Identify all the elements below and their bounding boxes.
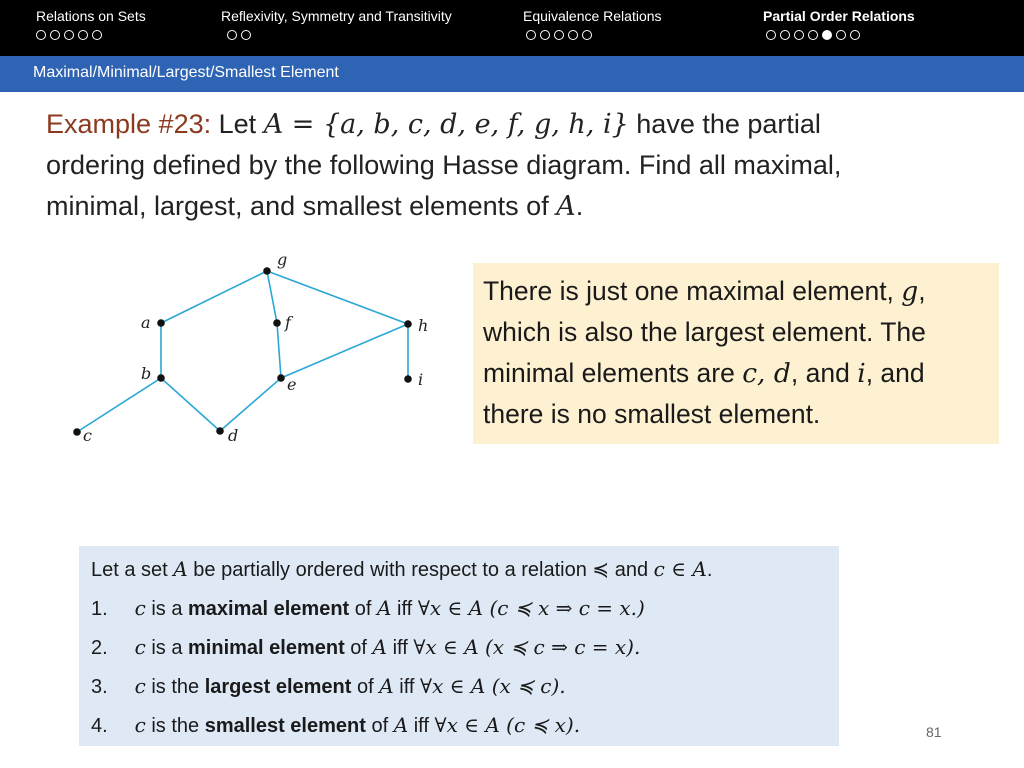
definition-term: smallest element xyxy=(204,715,366,737)
hasse-edge-e-d xyxy=(220,378,281,431)
nav-dot[interactable] xyxy=(780,30,790,40)
definition-text: iff xyxy=(413,715,429,737)
definition-math: A xyxy=(173,557,188,581)
hasse-edge-g-f xyxy=(267,271,277,323)
definition-text: and xyxy=(614,559,649,581)
nav-dot[interactable] xyxy=(241,30,251,40)
hasse-diagram xyxy=(60,245,440,455)
hasse-node-label-i: i xyxy=(418,370,424,389)
definition-text: is a xyxy=(151,598,183,620)
nav-section-dots xyxy=(766,30,860,40)
hasse-node-h xyxy=(404,320,412,328)
nav-section-dots xyxy=(526,30,592,40)
definition-condition: ∀x ∈ A (c ≼ x). xyxy=(434,713,581,737)
hasse-edge-b-c xyxy=(77,378,161,432)
nav-dot[interactable] xyxy=(766,30,776,40)
definition-text: of xyxy=(357,676,374,698)
nav-dot[interactable] xyxy=(568,30,578,40)
definition-text: iff xyxy=(392,637,408,659)
hasse-edge-h-e xyxy=(281,324,408,378)
hasse-node-f xyxy=(273,319,281,327)
top-navigation-bar xyxy=(0,0,1024,56)
set-name: A xyxy=(556,191,576,222)
answer-text: , which is also the largest element. The minimal elements are xyxy=(483,276,926,388)
hasse-edges xyxy=(77,271,408,432)
definition-intro xyxy=(91,554,827,593)
problem-text: Let xyxy=(218,109,257,139)
nav-dot[interactable] xyxy=(526,30,536,40)
definition-math: c xyxy=(134,713,146,737)
nav-dot[interactable] xyxy=(78,30,88,40)
definition-math: c xyxy=(134,635,146,659)
hasse-node-c xyxy=(73,428,81,436)
nav-dot[interactable] xyxy=(540,30,550,40)
hasse-node-label-a: a xyxy=(141,313,151,332)
item-number: 1. xyxy=(91,598,108,620)
definition-text: of xyxy=(371,715,389,737)
definition-item xyxy=(91,593,827,632)
nav-dot[interactable] xyxy=(850,30,860,40)
answer-box xyxy=(473,263,999,444)
definition-condition: ∀x ∈ A (x ≼ c). xyxy=(420,674,566,698)
nav-dot[interactable] xyxy=(50,30,60,40)
hasse-node-a xyxy=(157,319,165,327)
hasse-node-b xyxy=(157,374,165,382)
nav-dot[interactable] xyxy=(554,30,564,40)
hasse-node-d xyxy=(216,427,224,435)
hasse-node-e xyxy=(277,374,285,382)
subsection-bar xyxy=(0,56,1024,92)
nav-dot[interactable] xyxy=(36,30,46,40)
definition-condition: ∀x ∈ A (x ≼ c ⇒ c = x). xyxy=(413,635,641,659)
definition-text: is the xyxy=(151,715,200,737)
definition-text: of xyxy=(350,637,367,659)
definition-text: Let a set xyxy=(91,559,168,581)
definition-condition: ∀x ∈ A (c ≼ x ⇒ c = x.) xyxy=(417,596,645,620)
nav-section-title[interactable]: Relations on Sets xyxy=(36,8,146,24)
nav-dot[interactable] xyxy=(836,30,846,40)
hasse-node-label-c: c xyxy=(83,426,92,445)
answer-element: i xyxy=(857,358,866,389)
definition-item xyxy=(91,632,827,671)
hasse-node-label-h: h xyxy=(418,316,429,335)
item-number: 3. xyxy=(91,676,108,698)
definition-term: minimal element xyxy=(188,637,345,659)
hasse-edge-b-d xyxy=(161,378,220,431)
example-label: Example #23: xyxy=(46,109,212,139)
item-number: 4. xyxy=(91,715,108,737)
hasse-node-label-e: e xyxy=(287,375,297,394)
hasse-node-label-d: d xyxy=(228,426,239,445)
definition-math: A xyxy=(372,635,387,659)
subsection-title: Maximal/Minimal/Largest/Smallest Element xyxy=(33,64,339,81)
answer-element: g xyxy=(901,276,919,307)
definition-text: of xyxy=(354,598,372,620)
problem-statement xyxy=(46,104,926,227)
hasse-node-i xyxy=(404,375,412,383)
definition-item xyxy=(91,671,827,710)
hasse-edge-f-e xyxy=(277,323,281,378)
definition-text: is the xyxy=(151,676,200,698)
definition-text: iff xyxy=(399,676,415,698)
nav-section-title[interactable]: Equivalence Relations xyxy=(523,8,662,24)
definition-math: c xyxy=(134,596,146,620)
answer-element: c, d xyxy=(742,358,791,389)
set-expression: A = {a, b, c, d, e, f, g, h, i} xyxy=(263,109,629,140)
nav-dot[interactable] xyxy=(92,30,102,40)
definition-item xyxy=(91,710,827,749)
nav-dot[interactable] xyxy=(808,30,818,40)
hasse-node-label-g: g xyxy=(277,250,288,269)
hasse-edge-g-a xyxy=(161,271,267,323)
definition-math: A xyxy=(377,596,392,620)
nav-dot[interactable] xyxy=(227,30,237,40)
answer-text: , and there is no smallest element. xyxy=(483,358,925,429)
nav-section-title[interactable]: Reflexivity, Symmetry and Transitivity xyxy=(221,8,452,24)
definition-math: c xyxy=(134,674,146,698)
definition-term: largest element xyxy=(204,676,352,698)
problem-end: . xyxy=(575,191,584,221)
nav-section-title-active[interactable]: Partial Order Relations xyxy=(763,8,915,24)
relation-symbol: ≼ xyxy=(592,559,610,581)
nav-section-dots xyxy=(36,30,102,40)
hasse-node-label-b: b xyxy=(141,364,152,383)
definition-math: A xyxy=(379,674,394,698)
definition-term: maximal element xyxy=(188,598,350,620)
item-number: 2. xyxy=(91,637,108,659)
hasse-node-g xyxy=(263,267,271,275)
answer-text: There is just one maximal element, xyxy=(483,276,894,306)
definition-text: be partially ordered with respect to a relation xyxy=(193,559,587,581)
definition-math: c ∈ A xyxy=(653,557,707,581)
nav-section-dots xyxy=(227,30,251,40)
nav-dot[interactable] xyxy=(64,30,74,40)
definition-math: A xyxy=(393,713,409,737)
definition-text: is a xyxy=(151,637,183,659)
page-number: 81 xyxy=(926,724,942,740)
answer-text: , and xyxy=(790,358,850,388)
nav-dot[interactable] xyxy=(582,30,592,40)
definition-text: . xyxy=(706,559,713,581)
nav-dot-current[interactable] xyxy=(822,30,832,40)
nav-dot[interactable] xyxy=(794,30,804,40)
hasse-node-label-f: f xyxy=(285,313,291,332)
problem-text: have the partial ordering defined by the following Hasse diagram. Find all maximal, minimal, largest, and smallest elements of xyxy=(46,109,842,221)
definition-text: iff xyxy=(397,598,413,620)
definition-box xyxy=(79,546,839,746)
